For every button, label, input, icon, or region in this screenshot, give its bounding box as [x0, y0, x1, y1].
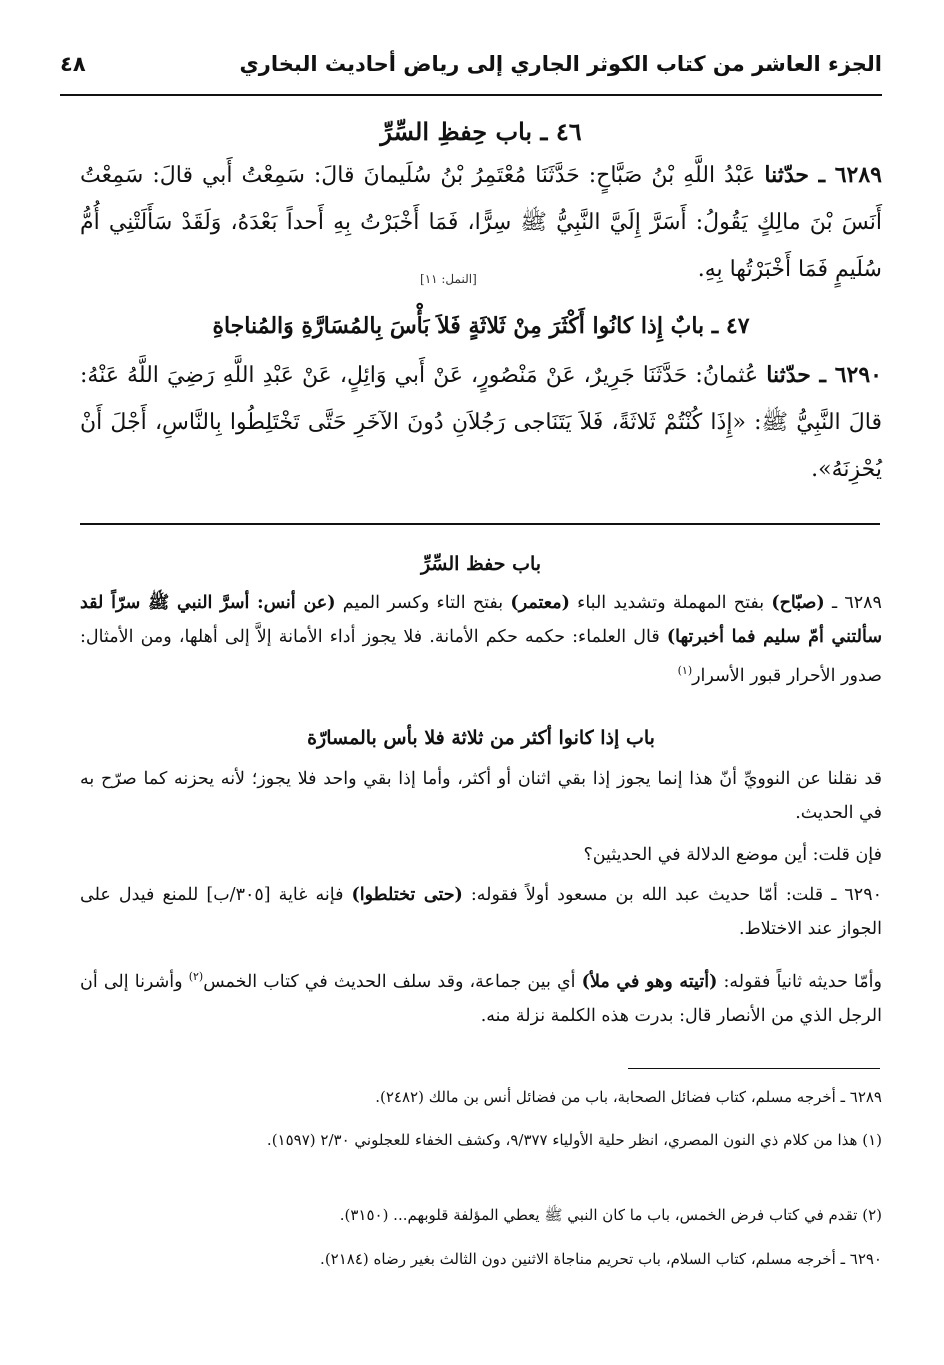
commentary-text: فإنه غاية [٣٠٥/ب] للمنع فيدل على الجواز عند الاختلاط. [80, 885, 882, 939]
commentary-text: ٦٢٩٠ ـ قلت: أمّا حديث عبد الله بن مسعود أولاً فقوله: [470, 885, 882, 905]
page-number: ٤٨ [60, 52, 86, 76]
commentary-term-sabbah: (صبّاح) [771, 593, 825, 613]
chapter-47-title: ٤٧ ـ بابٌ إِذا كانُوا أَكْثَرَ مِنْ ثَلاثَةٍ فَلاَ بَأْسَ بِالمُسَارَّةِ وَالمُناجاةِ [212, 313, 750, 339]
hadith-6290-text: عُثمانُ: حَدَّثَنَا جَرِيرٌ، عَنْ مَنْصُورٍ، عَنْ أَبي وَائِلٍ، عَنْ عَبْدِ اللَّهِ رَضِيَ اللَّهُ عَنْهُ: قالَ النَّبِيُّ ﷺ: «إِذَا كُنْتُمْ ثَلاثَةً، فَلاَ يَتَنَاجى رَجُلاَنِ دُونَ الآخَرِ حَتَّى تَخْتَلِطُوا بِالنَّاسِ، أَجْلَ أَنْ يُحْزِنَهُ». [80, 363, 882, 482]
commentary-text: قد نقلنا عن النوويِّ أنّ هذا إنما يجوز إذا بقي اثنان أو أكثر، وأما إذا بقي واحد فلا يجوز؛ لأنه يحزنه كما صرّح به في الحديث. [80, 769, 882, 823]
footnote-ref-2: (٢) [188, 970, 204, 983]
footnote-6290: ٦٢٩٠ ـ أخرجه مسلم، كتاب السلام، باب تحريم مناجاة الاثنين دون الثالث بغير رضاه (٢١٨٤). [320, 1250, 882, 1268]
footnote-6289: ٦٢٨٩ ـ أخرجه مسلم، كتاب فضائل الصحابة، باب من فضائل أنس بن مالك (٢٤٨٢). [375, 1088, 882, 1106]
hadith-6290 [80, 352, 882, 493]
footnote-ref-1: (١) [677, 664, 693, 677]
commentary-quote: (حتى تختلطوا) [351, 885, 463, 905]
running-header [60, 46, 882, 90]
commentary-term-mutamir: (معتمر) [510, 593, 570, 613]
hadith-6289-number: ٦٢٨٩ ـ حدّثنا [764, 162, 882, 188]
commentary-heading-1: باب حفظ السِّرِّ [420, 553, 542, 575]
commentary-paragraph-2 [80, 762, 882, 830]
hadith-6289 [80, 152, 882, 293]
hadith-6290-number: ٦٢٩٠ ـ حدّثنا [766, 362, 882, 388]
commentary-quote: (عن أنس: أسرَّ النبي ﷺ سرّاً لقد سألتني أمّ سليم فما أخبرتها) [80, 593, 883, 647]
commentary-text: وأمّا حديثه ثانياً فقوله: [723, 971, 882, 992]
hadith-6289-text: عَبْدُ اللَّهِ بْنُ صَبَّاحٍ: حَدَّثَنَا مُعْتَمِرُ بْنُ سُلَيمانَ قالَ: سَمِعْتُ أَبي قالَ: سَمِعْتُ أَنَسَ بْنَ مالِكٍ يَقُولُ: أَسَرَّ إِلَيَّ النَّبِيُّ ﷺ سِرًّا، فَمَا أَخْبَرْتُ بِهِ أَحداً بَعْدَهُ، وَلَقَدْ سَأَلَتْنِي أُمُّ سُلَيمٍ فَمَا أَخْبَرْتُها بِهِ. [80, 163, 882, 282]
commentary-text: قال العلماء: حكمه حكم الأمانة. فلا يجوز أداء الأمانة إلاَّ إلى أهلها، ومن الأمثال: صدور الأحرار قبور الأسرار [80, 627, 882, 686]
margin-note: [النمل: ١١] [420, 272, 477, 286]
commentary-gloss: بفتح المهملة وتشديد الباء [577, 593, 765, 613]
header-title: الجزء العاشر من كتاب الكوثر الجاري إلى رياض أحاديث البخاري [239, 52, 882, 76]
commentary-text: وأشرنا إلى أن الرجل الذي من الأنصار قال: بدرت هذه الكلمة نزلة منه. [80, 971, 882, 1026]
commentary-paragraph-1 [80, 586, 882, 693]
chapter-46-title: ٤٦ ـ باب حِفظِ السِّرِّ [380, 117, 582, 146]
commentary-gloss: بفتح التاء وكسر الميم [342, 593, 504, 613]
footnote-divider [628, 1068, 880, 1069]
commentary-quote: (أتيته وهو في ملأ) [581, 971, 718, 992]
commentary-heading-2: باب إذا كانوا أكثر من ثلاثة فلا بأس بالمسارّة [307, 727, 655, 749]
footnote-1: (١) هذا من كلام ذي النون المصري، انظر حلية الأولياء ٩/٣٧٧، وكشف الخفاء للعجلوني ٢/٣٠ (١٥٩٧). [266, 1131, 882, 1149]
commentary-6289-number: ٦٢٨٩ ـ [831, 593, 882, 613]
commentary-paragraph-4 [80, 878, 882, 946]
commentary-paragraph-3 [80, 838, 882, 872]
header-divider [60, 94, 882, 96]
footnote-2: (٢) تقدم في كتاب فرض الخمس، باب ما كان النبي ﷺ يعطي المؤلفة قلوبهم... (٣١٥٠). [339, 1206, 882, 1224]
section-divider [80, 523, 880, 525]
commentary-text: فإن قلت: أين موضع الدلالة في الحديثين؟ [583, 845, 882, 865]
commentary-paragraph-5 [80, 960, 882, 1033]
commentary-text: أي بين جماعة، وقد سلف الحديث في كتاب الخمس [203, 971, 576, 992]
